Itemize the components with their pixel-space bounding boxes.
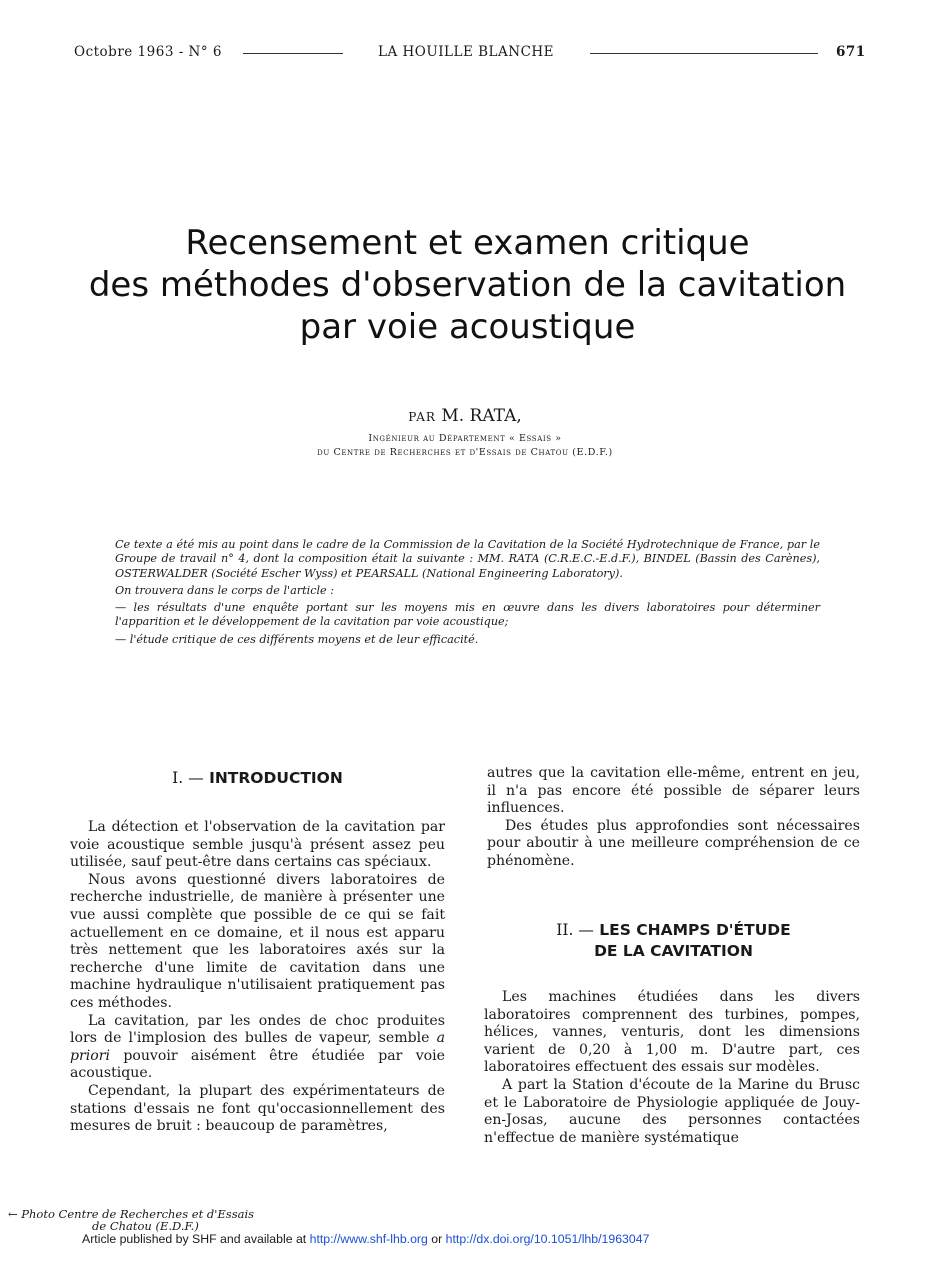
title-line-2: des méthodes d'observation de la cavitation bbox=[88, 265, 847, 305]
abstract-paragraph: — l'étude critique de ces différents moyens et de leur efficacité. bbox=[115, 632, 479, 646]
photo-credit-line-2: de Chatou (E.D.F.) bbox=[92, 1219, 199, 1233]
author-byline bbox=[0, 406, 930, 426]
header-journal: LA HOUILLE BLANCHE bbox=[378, 44, 555, 60]
abstract-paragraph: On trouvera dans le corps de l'article : bbox=[115, 583, 335, 597]
section-1-heading bbox=[70, 768, 445, 789]
author-affiliation-1: Ingénieur au Département « Essais » bbox=[368, 433, 562, 444]
body-paragraph: Les machines étudiées dans les divers laboratoires comprennent des turbines, pompes, hélices, vannes, venturis, dont les dimensions varient de 0,20 à 1,00 m. D'autre part, ces laboratoires effectuent des essais sur modèles. bbox=[484, 989, 860, 1076]
header-page-number: 671 bbox=[836, 44, 866, 60]
section-2-heading bbox=[487, 920, 860, 962]
article-title bbox=[40, 222, 895, 348]
section-1-title: INTRODUCTION bbox=[209, 769, 343, 787]
header-issue: Octobre 1963 - N° 6 bbox=[74, 44, 223, 60]
section-1-number: I. — bbox=[172, 769, 204, 787]
emphasis-a-priori: a priori bbox=[70, 1030, 445, 1064]
footer-prefix: Article published by SHF and available at bbox=[82, 1232, 310, 1246]
body-paragraph: Nous avons questionné divers laboratoires de recherche industrielle, de manière à présenter une vue aussi complète que possible de ce qui se fait actuellement en ce domaine, et il nous est apparu très nettement que les laboratoires axés sur la recherche d'une limite de cavitation dans une machine hydraulique n'utilisaient pratiquement pas ces méthodes. bbox=[70, 871, 445, 1011]
author-par: PAR bbox=[408, 410, 436, 424]
footer-middle: or bbox=[427, 1232, 446, 1246]
right-column-bottom bbox=[484, 989, 860, 1147]
section-2-number: II. — bbox=[556, 921, 594, 939]
body-paragraph: A part la Station d'écoute de la Marine du Brusc et le Laboratoire de Physiologie appliquée de Jouy-en-Josas, aucune des personnes contactées n'effectue de manière systématique bbox=[484, 1076, 860, 1146]
title-line-1: Recensement et examen critique bbox=[185, 223, 750, 263]
body-paragraph: Des études plus approfondies sont nécessaires pour aboutir à une meilleure compréhension de ce phénomène. bbox=[487, 817, 860, 869]
header-rule-left bbox=[243, 53, 343, 54]
photo-credit-line-1: ← Photo Centre de Recherches et d'Essais bbox=[8, 1207, 255, 1221]
abstract bbox=[115, 538, 820, 650]
publisher-footer bbox=[82, 1232, 649, 1246]
header-rule-right bbox=[590, 53, 818, 54]
doi-link[interactable]: http://dx.doi.org/10.1051/lhb/1963047 bbox=[445, 1232, 650, 1246]
body-paragraph: Cependant, la plupart des expérimentateurs de stations d'essais ne font qu'occasionnellement des mesures de bruit : beaucoup de paramètres, bbox=[70, 1082, 445, 1135]
body-paragraph: La détection et l'observation de la cavitation par voie acoustique semble jusqu'à présent assez peu utilisée, sauf peut-être dans certains cas spéciaux. bbox=[70, 819, 445, 871]
section-2-title-line-2: DE LA CAVITATION bbox=[594, 942, 753, 960]
right-column-top bbox=[487, 765, 860, 871]
author-affiliation-2: du Centre de Recherches et d'Essais de Chatou (E.D.F.) bbox=[317, 447, 613, 458]
shf-link[interactable]: http://www.shf-lhb.org bbox=[309, 1232, 428, 1246]
title-line-3: par voie acoustique bbox=[299, 307, 636, 347]
photo-credit bbox=[8, 1208, 254, 1232]
left-column bbox=[70, 819, 445, 1136]
abstract-paragraph: Ce texte a été mis au point dans le cadre de la Commission de la Cavitation de la Société Hydrotechnique de France, par le Groupe de travail n° 4, dont la composition était la suivante : MM. RATA (C.R.E.C.-E.d.F.), BINDEL (Bassin des Carènes), OSTERWALDER (Société Escher Wyss) et PEARSALL (National Engineering Laboratory). bbox=[115, 538, 820, 580]
body-paragraph: autres que la cavitation elle-même, entrent en jeu, il n'a pas encore été possible de séparer leurs influences. bbox=[487, 765, 860, 817]
author-name: M. RATA, bbox=[441, 406, 522, 426]
body-paragraph: La cavitation, par les ondes de choc produites lors de l'implosion des bulles de vapeur, semble a priori pouvoir aisément être étudiée par voie acoustique. bbox=[70, 1012, 445, 1082]
abstract-paragraph: — les résultats d'une enquête portant sur les moyens mis en œuvre dans les divers laboratoires pour déterminer l'apparition et le développement de la cavitation par voie acoustique; bbox=[115, 601, 820, 629]
section-2-title-line-1: LES CHAMPS D'ÉTUDE bbox=[599, 921, 791, 939]
